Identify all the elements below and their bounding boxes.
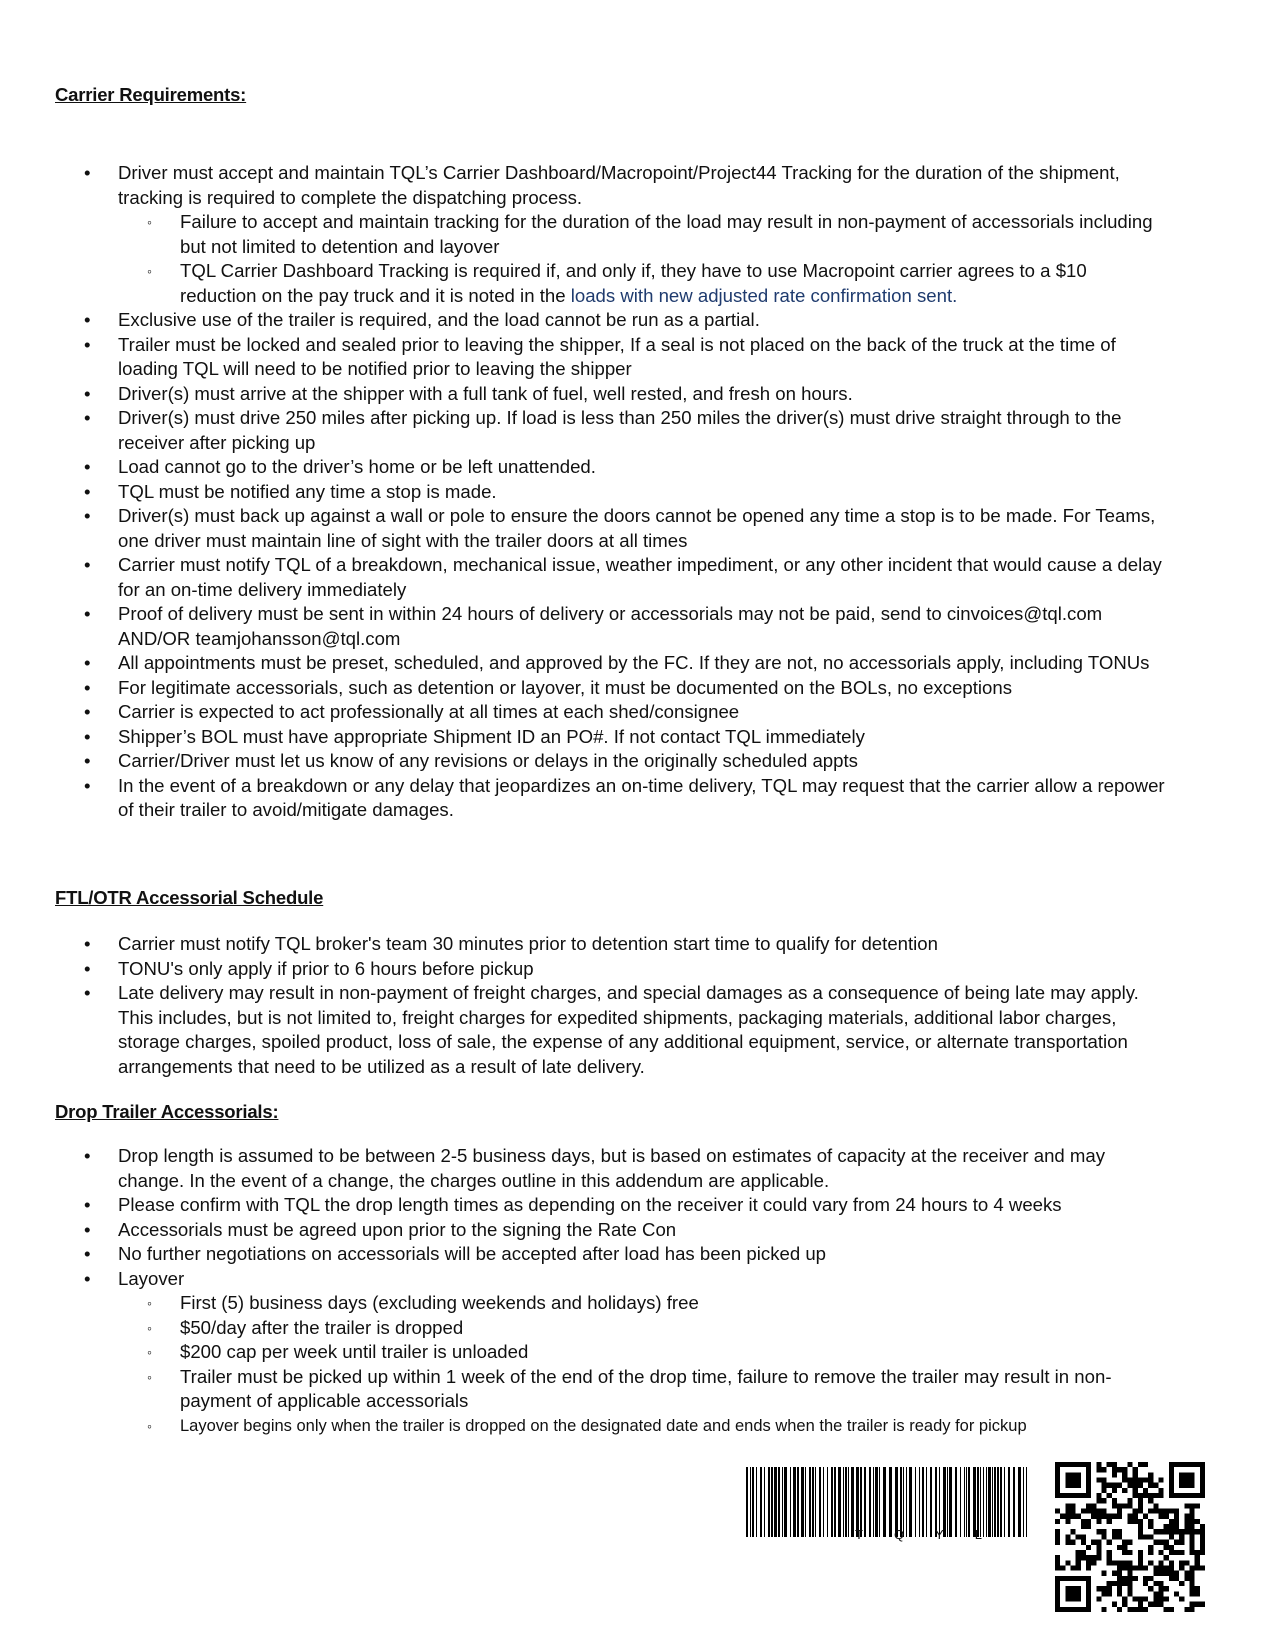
list-item: • TONU's only apply if prior to 6 hours before pickup: [0, 957, 1275, 982]
list-item: • TQL must be notified any time a stop is made.: [0, 480, 1275, 505]
list-item: • Please confirm with TQL the drop length times as depending on the receiver it could vary from 24 hours to 4 weeks: [0, 1193, 1275, 1218]
list-item-text: TQL Carrier Dashboard Tracking is required if, and only if, they have to use Macropoint carrier agrees to a $10 reduction on the pay truck and it is noted in the: [180, 260, 1087, 306]
list-item: ◦ Layover begins only when the trailer is dropped on the designated date and ends when the trailer is ready for pickup: [0, 1414, 1275, 1439]
list-item: • Carrier must notify TQL broker's team 30 minutes prior to detention start time to qualify for detention: [0, 932, 1275, 957]
list-item: ◦ Trailer must be picked up within 1 week of the end of the drop time, failure to remove the trailer may result in non-payment of applicable accessorials: [0, 1365, 1275, 1414]
drop-trailer-heading: Drop Trailer Accessorials:: [55, 1101, 279, 1122]
list-item: • Carrier/Driver must let us know of any revisions or delays in the originally scheduled appts: [0, 749, 1275, 774]
list-item: • Trailer must be locked and sealed prior to leaving the shipper, If a seal is not placed on the back of the truck at the time of loading TQL will need to be notified prior to leaving the shipper: [0, 333, 1275, 382]
list-item: ◦ First (5) business days (excluding weekends and holidays) free: [0, 1291, 1275, 1316]
list-item: • For legitimate accessorials, such as detention or layover, it must be documented on the BOLs, no exceptions: [0, 676, 1275, 701]
ftl-accessorial-heading: FTL/OTR Accessorial Schedule: [55, 887, 324, 908]
list-item: • In the event of a breakdown or any delay that jeopardizes an on-time delivery, TQL may request that the carrier allow a repower of their trailer to avoid/mitigate damages.: [0, 774, 1275, 823]
list-item: • Carrier is expected to act professionally at all times at each shed/consignee: [0, 700, 1275, 725]
ftl-accessorial-list: [0, 932, 1275, 1079]
list-item-link-text: loads with new adjusted rate confirmation sent.: [570, 284, 958, 306]
list-item: • No further negotiations on accessorials will be accepted after load has been picked up: [0, 1242, 1275, 1267]
list-item: • Driver must accept and maintain TQL’s Carrier Dashboard/Macropoint/Project44 Tracking for the duration of the shipment, tracking is required to complete the dispatching process.: [0, 161, 1275, 210]
list-item: • Drop length is assumed to be between 2-5 business days, but is based on estimates of capacity at the receiver and may change. In the event of a change, the charges outline in this addendum are applicable.: [0, 1144, 1275, 1193]
list-item: • Proof of delivery must be sent in within 24 hours of delivery or accessorials may not be paid, send to cinvoices@tql.com AND/OR teamjohansson@tql.com: [0, 602, 1275, 651]
carrier-requirements-list: [0, 161, 1275, 823]
list-item: • Shipper’s BOL must have appropriate Shipment ID an PO#. If not contact TQL immediately: [0, 725, 1275, 750]
list-item: • Accessorials must be agreed upon prior to the signing the Rate Con: [0, 1218, 1275, 1243]
list-item: • Late delivery may result in non-payment of freight charges, and special damages as a consequence of being late may apply. This includes, but is not limited to, freight charges for expedited shipments, packaging materials, additional labor charges, storage charges, spoiled product, loss of sale, the expense of any additional equipment, service, or alternate transportation arrangements that need to be utilized as a result of late delivery.: [0, 981, 1275, 1079]
list-item: • Driver(s) must drive 250 miles after picking up. If load is less than 250 miles the driver(s) must drive straight through to the receiver after picking up: [0, 406, 1275, 455]
qr-code-image: [1055, 1462, 1205, 1612]
list-item: [0, 259, 1275, 308]
drop-trailer-list: [0, 1144, 1275, 1438]
list-item: • Layover: [0, 1267, 1275, 1292]
barcode-caption: TQYL: [855, 1527, 1013, 1542]
list-item: • Driver(s) must back up against a wall or pole to ensure the doors cannot be opened any time a stop is to be made. For Teams, one driver must maintain line of sight with the trailer doors at all times: [0, 504, 1275, 553]
list-item: ◦ $200 cap per week until trailer is unloaded: [0, 1340, 1275, 1365]
list-item: • Exclusive use of the trailer is required, and the load cannot be run as a partial.: [0, 308, 1275, 333]
carrier-requirements-heading: Carrier Requirements:: [55, 84, 247, 105]
list-item: ◦ Failure to accept and maintain tracking for the duration of the load may result in non-payment of accessorials including but not limited to detention and layover: [0, 210, 1275, 259]
list-item: • All appointments must be preset, scheduled, and approved by the FC. If they are not, no accessorials apply, including TONUs: [0, 651, 1275, 676]
list-item: ◦ $50/day after the trailer is dropped: [0, 1316, 1275, 1341]
list-item: • Load cannot go to the driver’s home or be left unattended.: [0, 455, 1275, 480]
list-item: • Carrier must notify TQL of a breakdown, mechanical issue, weather impediment, or any other incident that would cause a delay for an on-time delivery immediately: [0, 553, 1275, 602]
list-item: • Driver(s) must arrive at the shipper with a full tank of fuel, well rested, and fresh on hours.: [0, 382, 1275, 407]
